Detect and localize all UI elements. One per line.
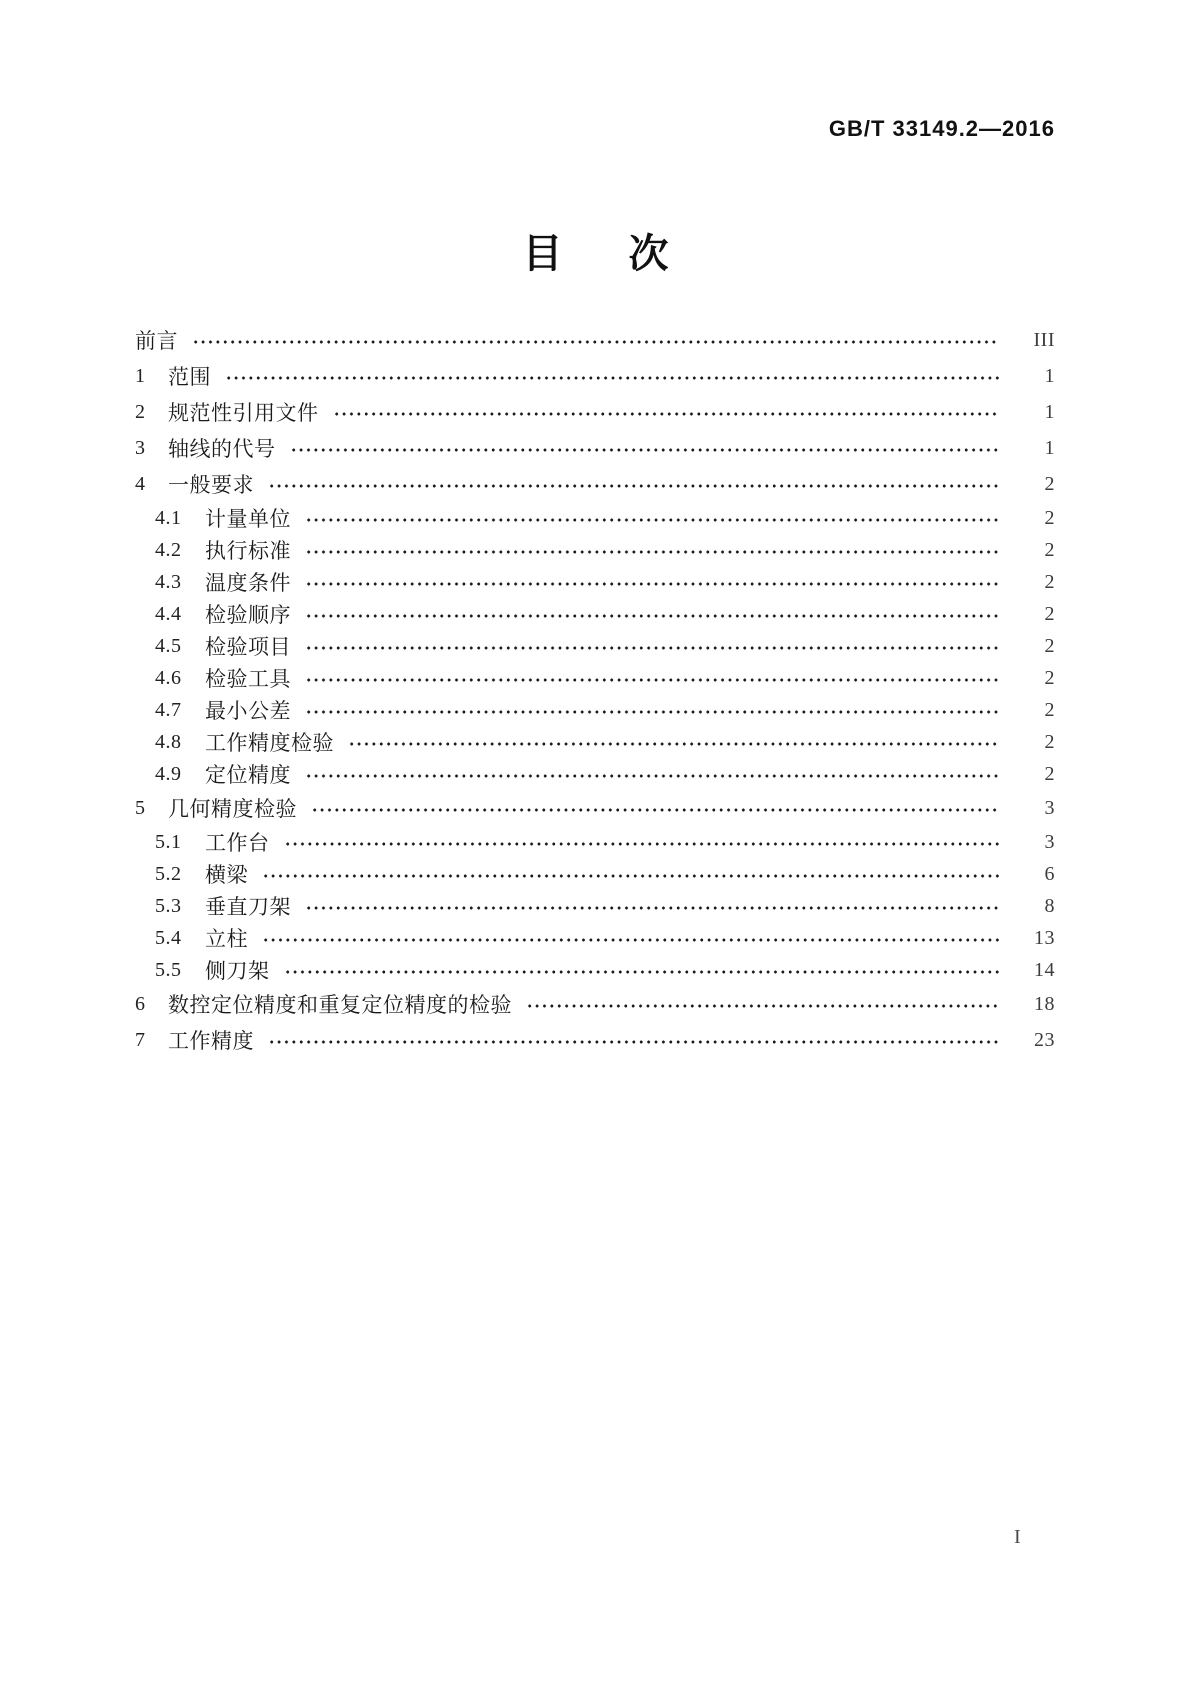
dot-leader-icon [333,410,1000,418]
toc-entry-page: 2 [1044,666,1055,689]
toc-entry-page: 3 [1044,830,1055,853]
toc-entry-page: 1 [1044,436,1055,459]
toc-entry [135,858,1055,890]
toc-entry [135,1022,1055,1058]
toc-entry-page: III [1033,328,1055,351]
dot-leader-icon [262,936,999,944]
toc-entry-label: 轴线的代号 [168,437,276,461]
toc-entry [135,890,1055,922]
toc-entry [135,598,1055,630]
toc-entry-number: 5.4 [155,926,182,949]
toc-entry [135,322,1055,358]
dot-leader-icon [311,806,999,814]
toc-entry-label: 一般要求 [168,473,254,497]
toc-entry-page: 2 [1044,730,1055,753]
dot-leader-icon [526,1002,999,1010]
toc-entry-number: 4.3 [155,570,182,593]
toc-entry [135,630,1055,662]
toc-entry-page: 2 [1044,538,1055,561]
dot-leader-icon [305,516,999,524]
toc-entry-label: 执行标准 [205,539,291,563]
dot-leader-icon [305,548,999,556]
toc-entry-label: 检验项目 [205,635,291,659]
toc-entry [135,826,1055,858]
toc-entry-number: 5.3 [155,894,182,917]
toc-entry-number: 4 [135,472,146,495]
toc-entry-page: 8 [1044,894,1055,917]
toc-entry-number: 7 [135,1028,146,1051]
toc-entry-number: 1 [135,364,146,387]
toc-entry-label: 检验工具 [205,667,291,691]
dot-leader-icon [305,676,999,684]
toc-entry [135,502,1055,534]
toc-entry [135,790,1055,826]
toc-entry-label: 立柱 [205,927,248,951]
dot-leader-icon [268,482,999,490]
toc-entry-page: 2 [1044,506,1055,529]
dot-leader-icon [305,612,999,620]
toc-entry-label: 范围 [168,365,211,389]
toc-entry-page: 1 [1044,400,1055,423]
toc-entry-number: 5.5 [155,958,182,981]
toc-entry-page: 1 [1044,364,1055,387]
toc-entry [135,466,1055,502]
toc-entry-number: 4.7 [155,698,182,721]
toc-entry-page: 2 [1044,762,1055,785]
toc-entry [135,430,1055,466]
toc-entry-number: 4.2 [155,538,182,561]
toc-entry-number: 4.9 [155,762,182,785]
dot-leader-icon [305,708,999,716]
dot-leader-icon [305,772,999,780]
toc-entry-page: 2 [1044,634,1055,657]
toc-entry-label: 温度条件 [205,571,291,595]
toc-entry-label: 检验顺序 [205,603,291,627]
toc-entry-number: 4.6 [155,666,182,689]
toc-entry-page: 2 [1044,472,1055,495]
toc-entry-label: 最小公差 [205,699,291,723]
toc-entry-page: 2 [1044,570,1055,593]
toc-list [135,322,1055,1058]
toc-entry-number: 5.2 [155,862,182,885]
toc-entry-label: 数控定位精度和重复定位精度的检验 [168,993,512,1017]
toc-entry-number: 4.8 [155,730,182,753]
toc-entry-label: 前言 [135,329,178,353]
toc-entry [135,394,1055,430]
toc-entry [135,986,1055,1022]
toc-entry-page: 14 [1034,958,1055,981]
footer-page-number: I [1014,1526,1021,1548]
dot-leader-icon [305,644,999,652]
toc-entry-number: 5 [135,796,146,819]
toc-entry [135,922,1055,954]
page-title [0,222,1191,279]
toc-entry-number: 4.4 [155,602,182,625]
toc-entry-number: 4.5 [155,634,182,657]
dot-leader-icon [262,872,999,880]
toc-entry-label: 工作精度检验 [205,731,334,755]
page-title-char-right: 次 [628,232,669,276]
toc-entry-label: 计量单位 [205,507,291,531]
toc-entry-page: 3 [1044,796,1055,819]
toc-entry [135,662,1055,694]
toc-entry [135,726,1055,758]
toc-entry-page: 2 [1044,698,1055,721]
toc-entry-number: 2 [135,400,146,423]
toc-entry-page: 23 [1034,1028,1055,1051]
toc-entry-label: 横梁 [205,863,248,887]
toc-entry-number: 6 [135,992,146,1015]
page-title-char-left: 目 [522,232,563,276]
dot-leader-icon [284,968,1000,976]
toc-entry [135,358,1055,394]
toc-entry-label: 定位精度 [205,763,291,787]
dot-leader-icon [284,840,1000,848]
toc-entry [135,758,1055,790]
dot-leader-icon [225,374,999,382]
standard-number: GB/T 33149.2—2016 [828,116,1055,141]
toc-entry-label: 规范性引用文件 [168,401,319,425]
dot-leader-icon [305,580,999,588]
dot-leader-icon [268,1038,999,1046]
toc-entry-number: 4.1 [155,506,182,529]
toc-entry-page: 2 [1044,602,1055,625]
toc-entry-label: 侧刀架 [205,959,270,983]
toc-entry-label: 工作精度 [168,1029,254,1053]
toc-entry-label: 几何精度检验 [168,797,297,821]
toc-entry [135,534,1055,566]
toc-entry-label: 工作台 [205,831,270,855]
toc-entry-page: 13 [1034,926,1055,949]
toc-entry [135,954,1055,986]
dot-leader-icon [290,446,1000,454]
toc-entry-number: 3 [135,436,146,459]
toc-entry-page: 18 [1034,992,1055,1015]
toc-entry-label: 垂直刀架 [205,895,291,919]
toc-entry [135,694,1055,726]
dot-leader-icon [305,904,999,912]
toc-entry-page: 6 [1044,862,1055,885]
toc-entry-number: 5.1 [155,830,182,853]
toc-entry [135,566,1055,598]
dot-leader-icon [192,338,999,346]
dot-leader-icon [348,740,999,748]
